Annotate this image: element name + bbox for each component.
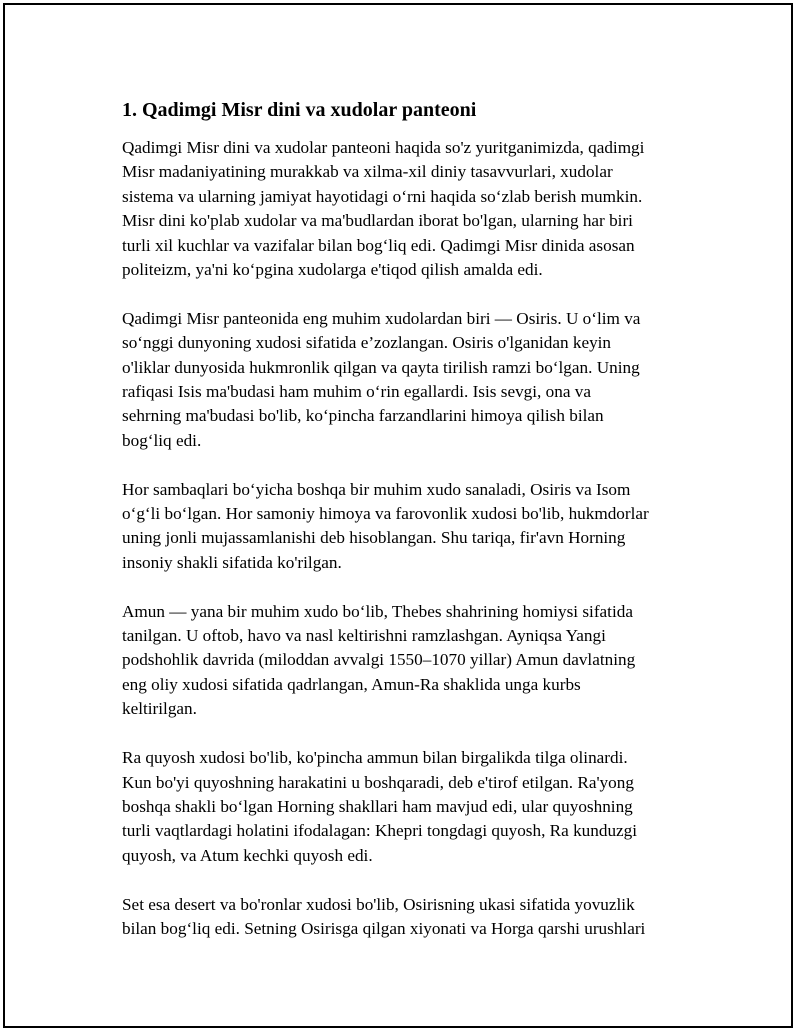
text-line: politeizm, ya'ni ko‘pgina xudolarga e'tiqod qilish amalda edi. — [122, 260, 543, 280]
paragraph — [122, 600, 692, 722]
text-line: insoniy shakli sifatida ko'rilgan. — [122, 552, 342, 572]
text-line: o'liklar dunyosida hukmronlik qilgan va qayta tirilish ramzi bo‘lgan. Uning — [122, 357, 640, 377]
text-line: tanilgan. U oftob, havo va nasl keltirishni ramzlashgan. Ayniqsa Yangi — [122, 626, 606, 646]
text-line: keltirilgan. — [122, 699, 197, 719]
document-content — [122, 95, 692, 966]
text-line: rafiqasi Isis ma'budasi ham muhim o‘rin egallardi. Isis sevgi, ona va — [122, 382, 591, 402]
text-line: turli vaqtlardagi holatini ifodalagan: Khepri tongdagi quyosh, Ra kunduzgi — [122, 821, 638, 841]
text-line: sistema va ularning jamiyat hayotidagi o‘rni haqida so‘zlab berish mumkin. — [122, 186, 643, 206]
section-heading: 1. Qadimgi Misr dini va xudolar panteoni — [122, 99, 477, 121]
document-page — [3, 3, 793, 1028]
text-line: Misr madaniyatining murakkab va xilma-xil diniy tasavvurlari, xudolar — [122, 162, 613, 182]
text-line: Ra quyosh xudosi bo'lib, ko'pincha ammun bilan birgalikda tilga olinardi. — [122, 748, 628, 768]
paragraph — [122, 478, 692, 576]
text-line: o‘g‘li bo‘lgan. Hor samoniy himoya va farovonlik xudosi bo'lib, hukmdorlar — [122, 504, 649, 524]
text-line: uning jonli mujassamlanishi deb hisoblangan. Shu tariqa, fir'avn Horning — [122, 528, 626, 548]
text-line: sehrning ma'budasi bo'lib, ko‘pincha farzandlarini himoya qilish bilan — [122, 406, 604, 426]
text-line: bog‘liq edi. — [122, 430, 202, 450]
text-line: podshohlik davrida (miloddan avvalgi 1550–1070 yillar) Amun davlatning — [122, 650, 636, 670]
text-line: bilan bog‘liq edi. Setning Osirisga qilgan xiyonati va Horga qarshi urushlari — [122, 918, 646, 938]
text-line: Qadimgi Misr panteonida eng muhim xudolardan biri — Osiris. U o‘lim va — [122, 308, 641, 328]
text-line: Hor sambaqlari bo‘yicha boshqa bir muhim xudo sanaladi, Osiris va Isom — [122, 479, 631, 499]
text-line: Amun — yana bir muhim xudo bo‘lib, Thebes shahrining homiysi sifatida — [122, 601, 633, 621]
text-line: so‘nggi dunyoning xudosi sifatida e’zozlangan. Osiris o'lganidan keyin — [122, 333, 612, 353]
text-line: quyosh, va Atum kechki quyosh edi. — [122, 845, 373, 865]
paragraph — [122, 136, 692, 282]
paragraph — [122, 307, 692, 453]
text-line: eng oliy xudosi sifatida qadrlangan, Amun-Ra shaklida unga kurbs — [122, 674, 581, 694]
text-line: Qadimgi Misr dini va xudolar panteoni haqida so'z yuritganimizda, qadimgi — [122, 138, 645, 157]
text-line: Misr dini ko'plab xudolar va ma'budlardan iborat bo'lgan, ularning har biri — [122, 211, 633, 231]
text-line: Set esa desert va bo'ronlar xudosi bo'lib, Osirisning ukasi sifatida yovuzlik — [122, 894, 635, 914]
text-line: turli xil kuchlar va vazifalar bilan bog‘liq edi. Qadimgi Misr dinida asosan — [122, 235, 635, 255]
paragraph — [122, 746, 692, 868]
text-line: boshqa shakli bo‘lgan Horning shakllari ham mavjud edi, ular quyoshning — [122, 796, 633, 816]
text-line: Kun bo'yi quyoshning harakatini u boshqaradi, deb e'tirof etilgan. Ra'yong — [122, 772, 634, 792]
paragraph — [122, 893, 692, 942]
